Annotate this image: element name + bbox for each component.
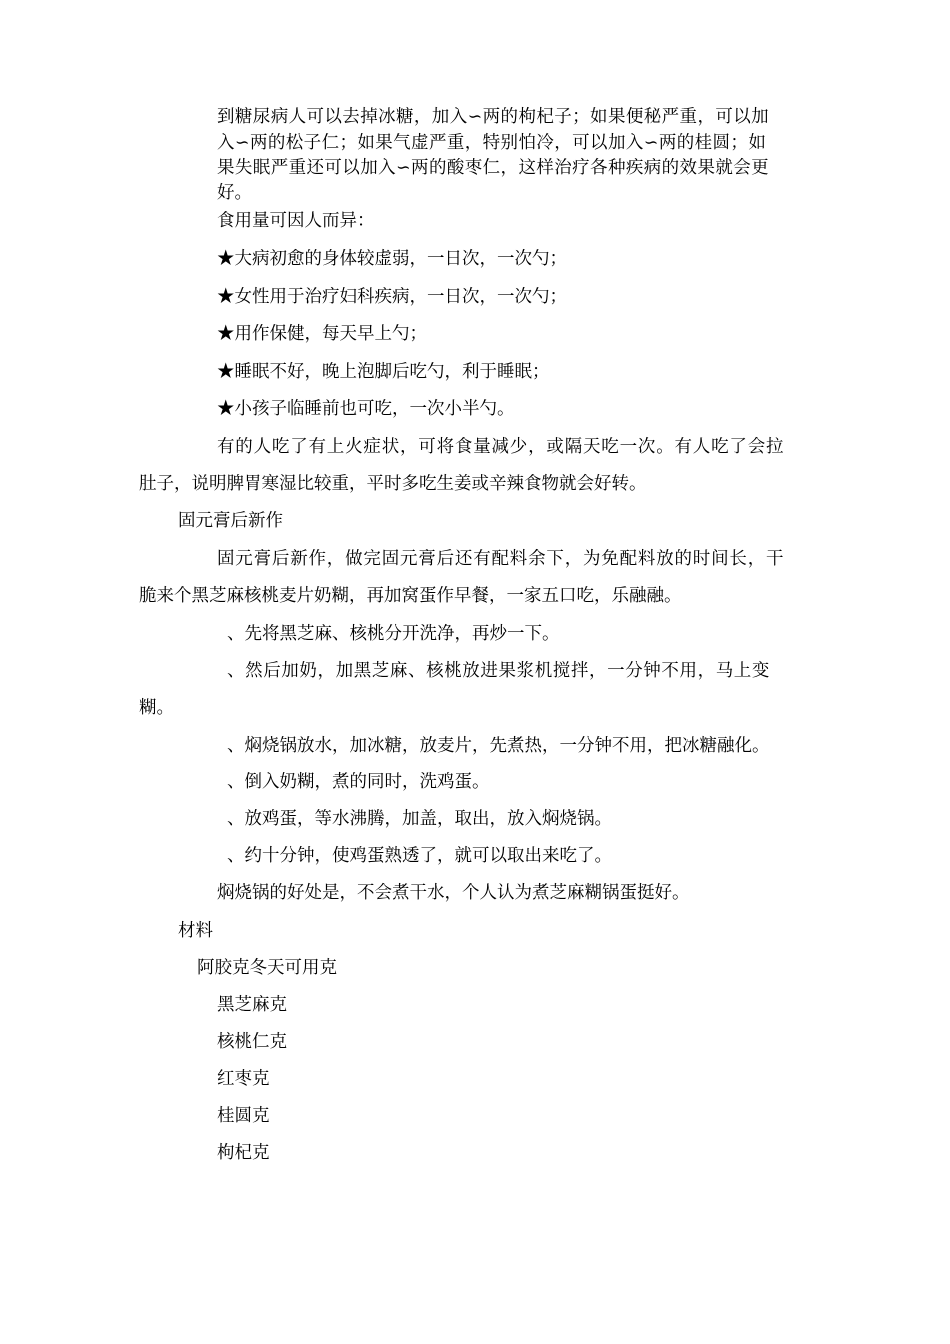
material-item: 枸杞克 xyxy=(217,1143,270,1163)
step-line: 、约十分钟，使鸡蛋熟透了，就可以取出来吃了。 xyxy=(227,846,612,866)
intro-line: 入∽两的松子仁；如果气虚严重，特别怕冷，可以加入∽两的桂圆；如 xyxy=(217,133,767,153)
section-title: 固元膏后新作 xyxy=(178,511,283,531)
section-intro-line: 脆来个黑芝麻核桃麦片奶糊，再加窝蛋作早餐，一家五口吃，乐融融。 xyxy=(139,586,682,606)
dosage-item: ★大病初愈的身体较虚弱，一日次，一次勺； xyxy=(217,249,567,269)
step-line: 、先将黑芝麻、核桃分开洗净，再炒一下。 xyxy=(227,624,560,644)
intro-line: 好。 xyxy=(217,183,252,203)
section-intro-line: 固元膏后新作，做完固元膏后还有配料余下，为免配料放的时间长，干 xyxy=(217,549,785,569)
material-item: 阿胶克冬天可用克 xyxy=(197,958,337,978)
dosage-item: ★睡眠不好，晚上泡脚后吃勺，利于睡眠； xyxy=(217,362,550,382)
dosage-item: ★用作保健，每天早上勺； xyxy=(217,324,427,344)
materials-title: 材料 xyxy=(178,921,213,941)
material-item: 桂圆克 xyxy=(217,1106,270,1126)
dosage-heading: 食用量可因人而异： xyxy=(217,211,375,231)
dosage-item: ★小孩子临睡前也可吃，一次小半勺。 xyxy=(217,399,515,419)
material-item: 核桃仁克 xyxy=(217,1032,287,1052)
side-effect-line: 有的人吃了有上火症状，可将食量减少，或隔天吃一次。有人吃了会拉 xyxy=(217,437,785,457)
dosage-item: ★女性用于治疗妇科疾病，一日次，一次勺； xyxy=(217,287,567,307)
step-line: 、焖烧锅放水，加冰糖，放麦片，先煮热，一分钟不用，把冰糖融化。 xyxy=(227,736,770,756)
intro-line: 到糖尿病人可以去掉冰糖，加入∽两的枸杞子；如果便秘严重，可以加 xyxy=(217,107,770,127)
intro-line: 果失眠严重还可以加入∽两的酸枣仁，这样治疗各种疾病的效果就会更 xyxy=(217,158,770,178)
step-line: 、放鸡蛋，等水沸腾，加盖，取出，放入焖烧锅。 xyxy=(227,809,612,829)
step-line: 糊。 xyxy=(139,698,174,718)
step-line: 、然后加奶，加黑芝麻、核桃放进果浆机搅拌，一分钟不用，马上变 xyxy=(227,661,770,681)
side-effect-line: 肚子，说明脾胃寒湿比较重，平时多吃生姜或辛辣食物就会好转。 xyxy=(139,474,647,494)
step-line: 、倒入奶糊，煮的同时，洗鸡蛋。 xyxy=(227,772,490,792)
closing-line: 焖烧锅的好处是，不会煮干水，个人认为煮芝麻糊锅蛋挺好。 xyxy=(217,883,690,903)
material-item: 黑芝麻克 xyxy=(217,995,287,1015)
material-item: 红枣克 xyxy=(217,1069,270,1089)
